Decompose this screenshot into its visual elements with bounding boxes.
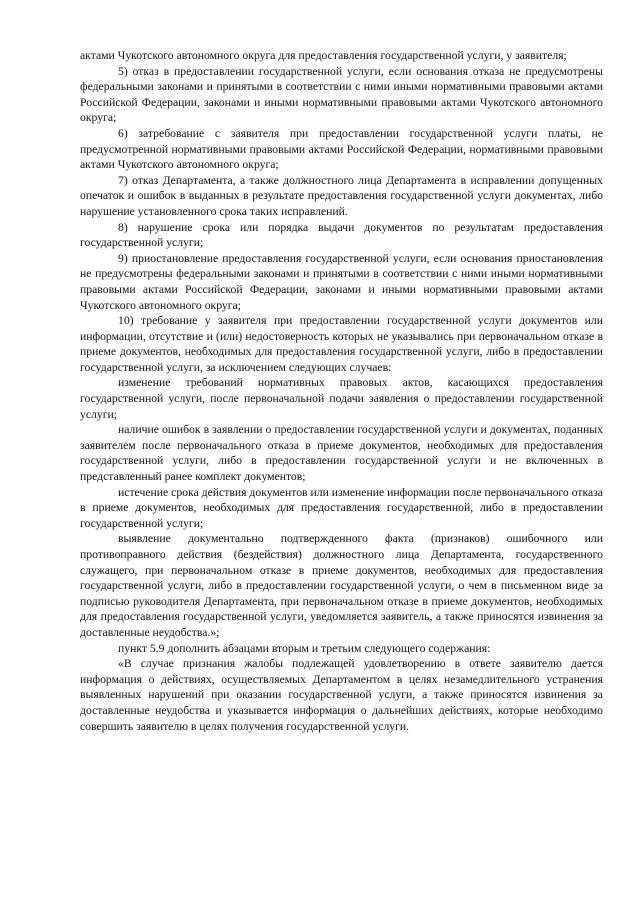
paragraph: 10) требование у заявителя при предоставлении государственной услуги документов или информации, отсутствие и (или) недостоверность которых не указывались при первоначальном отказе в приеме документов, необходимых для предоставления государственной услуги, либо в предоставлении государственной услуги, за исключением следующих случаев: bbox=[80, 314, 603, 374]
paragraph: 9) приостановление предоставления государственной услуги, если основания приостановления не предусмотрены федеральными законами и принятыми в соответствии с ними иными нормативными правовыми актами Российской Федерации, законами и иными нормативными правовыми актами Чукотского автономного округа; bbox=[80, 251, 603, 312]
paragraph: 7) отказ Департамента, а также должностного лица Департамента в исправлении допущенных опечаток и ошибок в выданных в результате предоставления государственной услуги документах, либо нарушение установленного срока таких исправлений. bbox=[80, 173, 603, 218]
paragraph: актами Чукотского автономного округа для предоставления государственной услуги, у заявителя; bbox=[80, 49, 567, 62]
paragraph: изменение требований нормативных правовых актов, касающихся предоставления государственной услуги, после первоначальной подачи заявления о предоставлении государственной услуги; bbox=[80, 376, 603, 421]
paragraph: выявление документально подтвержденного факта (признаков) ошибочного или противоправного действия (бездействия) должностного лица Департамента, государственного служащего, при первоначальном отказе в приеме документов, необходимых для предоставления государственной услуги, либо в предоставлении государственной услуги, о чем в письменном виде за подписью руководителя Департамента, при первоначальном отказе в приеме документов, необходимых для предоставления государственной услуги, уведомляется заявитель, а также приносятся извинения за доставленные неудобства.»; bbox=[80, 532, 603, 639]
paragraph: «В случае признания жалобы подлежащей удовлетворению в ответе заявителю дается информация о действиях, осуществляемых Департаментом в целях незамедлительного устранения выявленных нарушений при оказании государственной услуги, а также приносятся извинения за доставленные неудобства и указывается информация о дальнейших действиях, которые необходимо совершить заявителю в целях получения государственной услуги. bbox=[80, 657, 603, 733]
paragraph: истечение срока действия документов или изменение информации после первоначального отказа в приеме документов, необходимых для предоставления государственной, либо в предоставлении государственной услуги; bbox=[80, 485, 603, 530]
document-body bbox=[80, 48, 603, 734]
paragraph: пункт 5.9 дополнить абзацами вторым и третьим следующего содержания: bbox=[118, 641, 491, 655]
paragraph: наличие ошибок в заявлении о предоставлении государственной услуги и документах, поданных заявителем после первоначального отказа в приеме документов, необходимых для предоставления государственной услуги, либо в предоставлении государственной услуги и не включенных в представленный ранее комплект документов; bbox=[80, 423, 603, 484]
paragraph: 8) нарушение срока или порядка выдачи документов по результатам предоставления государственной услуги; bbox=[80, 220, 603, 250]
paragraph: 5) отказ в предоставлении государственной услуги, если основания отказа не предусмотрены федеральными законами и принятыми в соответствии с ними иными нормативными правовыми актами Российской Федерации, законами и иными нормативными правовыми актами Чукотского автономного округа; bbox=[80, 64, 603, 125]
paragraph: 6) затребование с заявителя при предоставлении государственной услуги платы, не предусмотренной нормативными правовыми актами Российской Федерации, нормативными правовыми актами Чукотского автономного округа; bbox=[80, 126, 603, 172]
